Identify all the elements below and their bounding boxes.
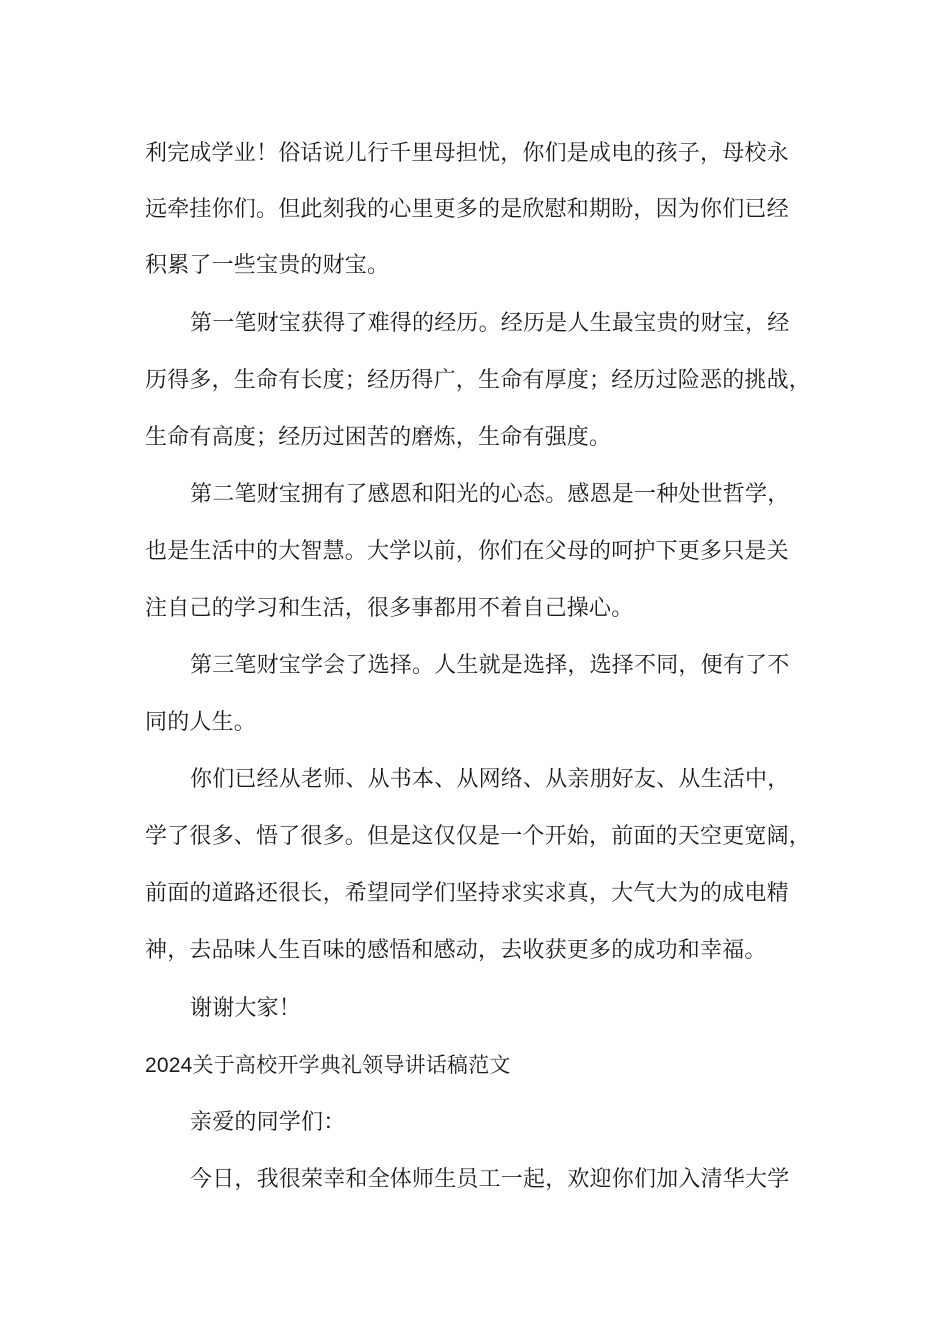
body-text-line: 积累了一些宝贵的财宝。 <box>145 253 390 278</box>
paragraph-start-line: 第二笔财宝拥有了感恩和阳光的心态。感恩是一种处世哲学， <box>190 482 790 507</box>
body-text-line: 神，去品味人生百味的感悟和感动，去收获更多的成功和幸福。 <box>145 938 767 963</box>
body-text-line: 注自己的学习和生活，很多事都用不着自己操心。 <box>145 596 634 621</box>
body-text-line: 生命有高度；经历过困苦的磨炼，生命有强度。 <box>145 425 612 450</box>
closing-line: 谢谢大家！ <box>190 996 302 1021</box>
salutation-line: 亲爱的同学们： <box>190 1110 346 1135</box>
body-text-line: 也是生活中的大智慧。大学以前，你们在父母的呵护下更多只是关 <box>145 539 789 564</box>
body-text-line: 同的人生。 <box>145 710 257 735</box>
section-heading: 2024关于高校开学典礼领导讲话稿范文 <box>145 1054 511 1077</box>
paragraph-start-line: 今日，我很荣幸和全体师生员工一起，欢迎你们加入清华大学 <box>190 1167 790 1192</box>
body-text-line: 前面的道路还很长，希望同学们坚持求实求真，大气大为的成电精 <box>145 881 789 906</box>
paragraph-start-line: 你们已经从老师、从书本、从网络、从亲朋好友、从生活中， <box>190 767 790 792</box>
paragraph-start-line: 第一笔财宝获得了难得的经历。经历是人生最宝贵的财宝，经 <box>190 311 790 336</box>
body-text-line: 远牵挂你们。但此刻我的心里更多的是欣慰和期盼，因为你们已经 <box>145 197 789 222</box>
body-text-line: 历得多，生命有长度；经历得广，生命有厚度；经历过险恶的挑战， <box>145 368 812 393</box>
body-text-line: 学了很多、悟了很多。但是这仅仅是一个开始，前面的天空更宽阔， <box>145 824 812 849</box>
body-text-line: 利完成学业！俗话说儿行千里母担忧，你们是成电的孩子，母校永 <box>145 141 789 166</box>
paragraph-start-line: 第三笔财宝学会了选择。人生就是选择，选择不同，便有了不 <box>190 653 790 678</box>
